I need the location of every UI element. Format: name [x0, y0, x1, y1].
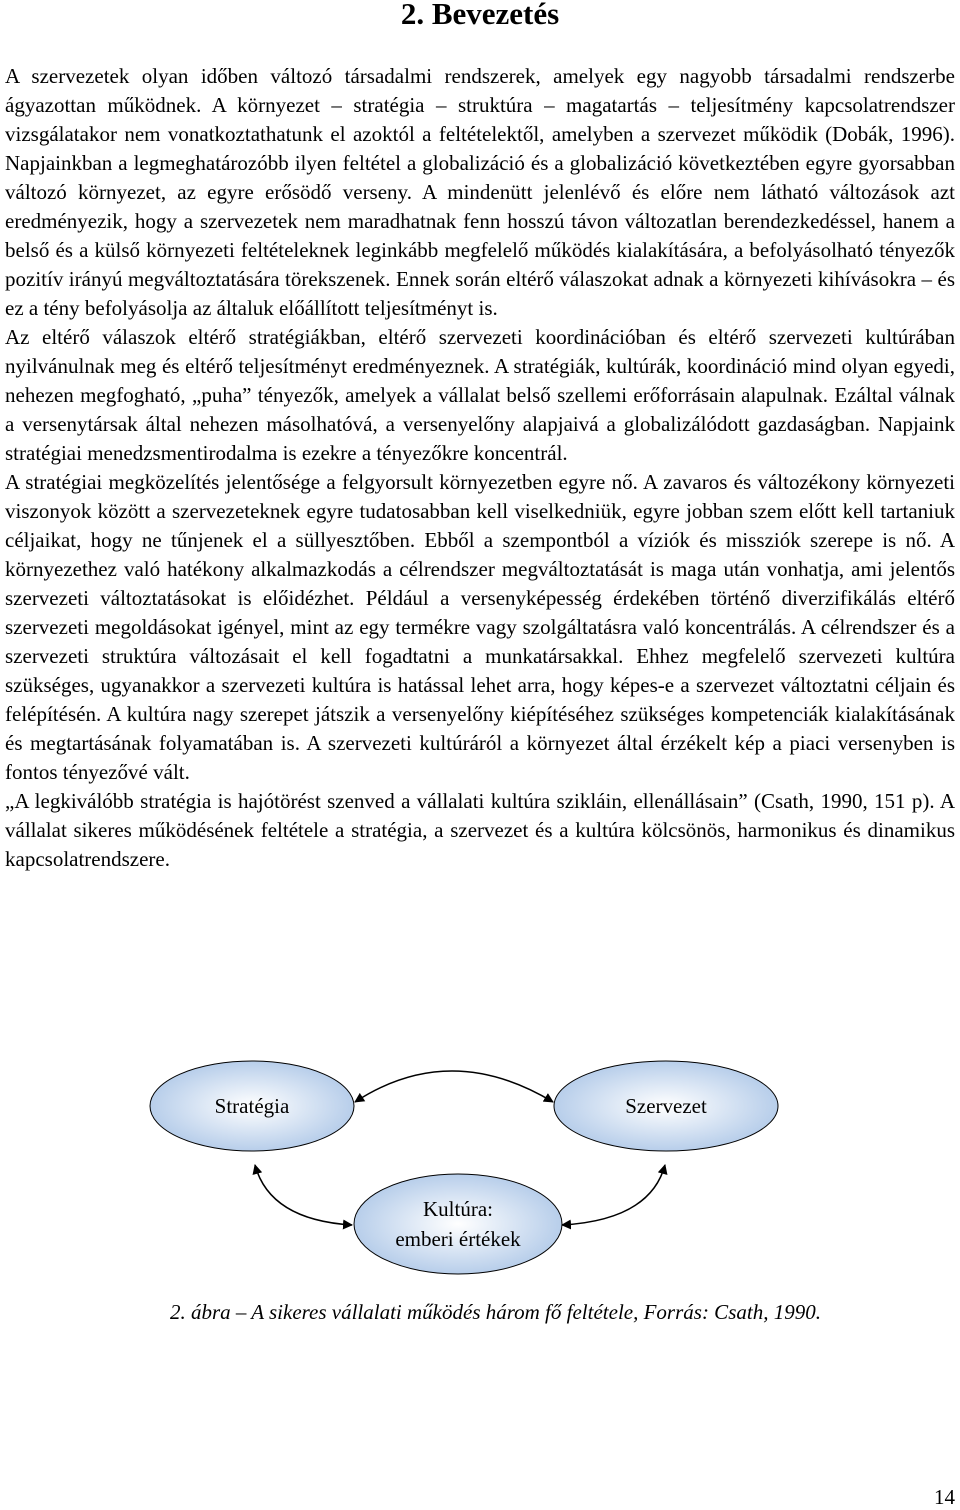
node-strategy-label: Stratégia: [214, 1094, 290, 1118]
paragraph-2: Az eltérő válaszok eltérő stratégiákban, eltérő szervezeti koordinációban és eltérő szervezeti kultúrában nyilvánulnak meg és eltérő teljesítményt eredményeznek. A stratégiák, kultúrák, koordináció mind olyan egyedi, nehezen megfogható, „puha” tényezők, amelyek a vállalat belső szellemi erőforrásain alapulnak. Ezáltal válnak a versenytársak által nehezen másolhatóvá, a versenyelőny alapjaivá a globalizálódott gazdaságban. Napjaink stratégiai menedzsmentirodalma is ezekre a tényezőkre koncentrál.: [5, 325, 955, 465]
paragraph-1: A szervezetek olyan időben változó társadalmi rendszerek, amelyek egy nagyobb társadalmi rendszerbe ágyazottan működnek. A környezet – stratégia – struktúra – magatartás – teljesítmény kapcsolatrendszer vizsgálatakor nem vonatkoztathatunk el azoktól a feltételektől, amelyben a szervezet működik (Dobák, 1996). Napjainkban a legmeghatározóbb ilyen feltétel a globalizáció és a globalizáció következtében egyre gyorsabban változó környezet, az egyre erősödő verseny. A mindenütt jelenlévő és előre nem látható változások azt eredményezik, hogy a szervezetek nem maradhatnak fenn hosszú távon változatlan berendezkedéssel, hanem a belső és a külső környezeti feltételeknek leginkább megfelelő működés kialakítására, a befolyásolható tényezők pozitív irányú megváltoztatására törekszenek. Ennek során eltérő válaszokat adnak a környezeti kihívásokra – és ez a tény befolyásolja az általuk előállított teljesítményt is.: [5, 64, 955, 320]
figure-caption: 2. ábra – A sikeres vállalati működés három fő feltétele, Forrás: Csath, 1990.: [170, 1300, 821, 1324]
body-text: [5, 62, 955, 874]
node-culture-label-line1: Kultúra:: [423, 1197, 493, 1221]
node-culture-label-line2: emberi értékek: [395, 1227, 521, 1251]
arrow-strategy-culture: [255, 1165, 352, 1225]
relationship-diagram: [0, 1050, 960, 1300]
node-culture: [354, 1174, 562, 1274]
paragraph-3: A stratégiai megközelítés jelentősége a felgyorsult környezetben egyre nő. A zavaros és változékony környezeti viszonyok között a szervezeteknek egyre tudatosabban kell viselkedniük, egyre jobban szem előtt kell tartaniuk céljaikat, hogy ne tűnjenek el a süllyesztőben. Ebből a szempontból a víziók és missziók szerepe is nő. A környezethez való hatékony alkalmazkodás a célrendszer megváltoztatását is maga után vonhatja, ami jelentős szervezeti változtatásokat is előidézhet. Például a versenyképesség érdekében történő diverzifikálás eltérő szervezeti megoldásokat igényel, mint az egy termékre vagy szolgáltatásra való koncentrálás. A célrendszer és a szervezeti struktúra változásait el kell fogadtatni a munkatársakkal. Ehhez megfelelő szervezeti kultúra szükséges, ugyanakkor a szervezeti kultúra is hatással lehet arra, hogy képes-e a szervezet változtatni céljain és felépítésén. A kultúra nagy szerepet játszik a versenyelőny kiépítéséhez szükséges kompetenciák kialakításának és megtartásának folyamatában is. A szervezeti kultúráról a környezet által érzékelt kép a piaci versenyben is fontos tényezővé vált.: [5, 470, 955, 784]
section-heading: 2. Bevezetés: [400, 0, 560, 31]
page-number: 14: [934, 1485, 955, 1509]
arrow-strategy-organization: [355, 1071, 553, 1102]
node-organization-label: Szervezet: [625, 1094, 707, 1118]
paragraph-4: „A legkiválóbb stratégia is hajótörést szenved a vállalati kultúra szikláin, ellenállásain” (Csath, 1990, 151 p). A vállalat sikeres működésének feltétele a stratégia, a szervezet és a kultúra kölcsönös, harmonikus és dinamikus kapcsolatrendszere.: [5, 789, 955, 871]
arrow-organization-culture: [562, 1165, 665, 1225]
